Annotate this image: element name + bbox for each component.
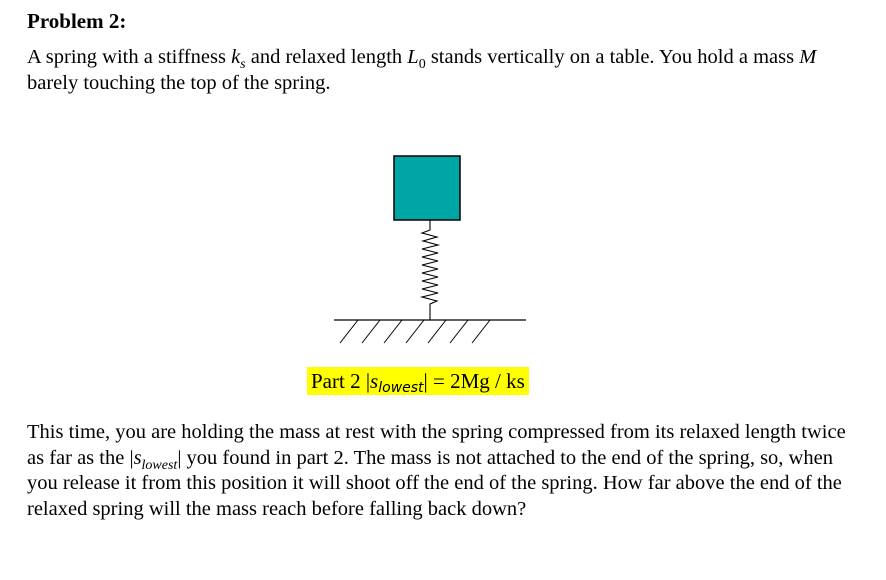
spring-mass-figure <box>300 150 540 350</box>
length-symbol: L <box>407 46 419 68</box>
mass-block <box>394 156 460 220</box>
question-s-subscript: lowest <box>141 457 178 473</box>
question-s-symbol: s <box>133 446 142 469</box>
question-text-1: This time, you are holding the mass at rest with the spring compressed from its relaxed length twice as far as the | <box>27 421 846 469</box>
part2-result-label <box>307 367 529 395</box>
intro-text-2: and relaxed length <box>245 46 408 68</box>
question-text <box>27 420 847 522</box>
table-hatching <box>340 320 490 343</box>
intro-text-3: stands vertically on a table. You hold a mass <box>425 46 800 68</box>
stiffness-symbol: k <box>231 46 241 68</box>
intro-text-4: barely touching the top of the spring. <box>27 71 331 94</box>
part2-s-symbol: s <box>370 369 379 393</box>
problem-intro-text <box>27 45 847 96</box>
part2-s-subscript: lowest <box>378 380 424 396</box>
stiffness-subscript: s <box>240 57 246 72</box>
intro-text-1: A spring with a stiffness <box>27 46 232 68</box>
mass-symbol: M <box>799 46 817 68</box>
part2-suffix: | = 2Mg / ks <box>423 369 525 393</box>
question-text-2: | you found in part 2. The mass is not attached to the end of the spring, so, when you release it from this position it will shoot off the end of the spring. How far above the end of the relaxed spring will the mass reach before falling back down? <box>27 446 842 520</box>
length-subscript: 0 <box>418 57 426 72</box>
problem-heading: Problem 2: <box>27 9 127 33</box>
spring-mass-diagram <box>300 150 540 350</box>
part2-prefix: Part 2 | <box>311 369 371 393</box>
spring-coil <box>422 220 438 320</box>
